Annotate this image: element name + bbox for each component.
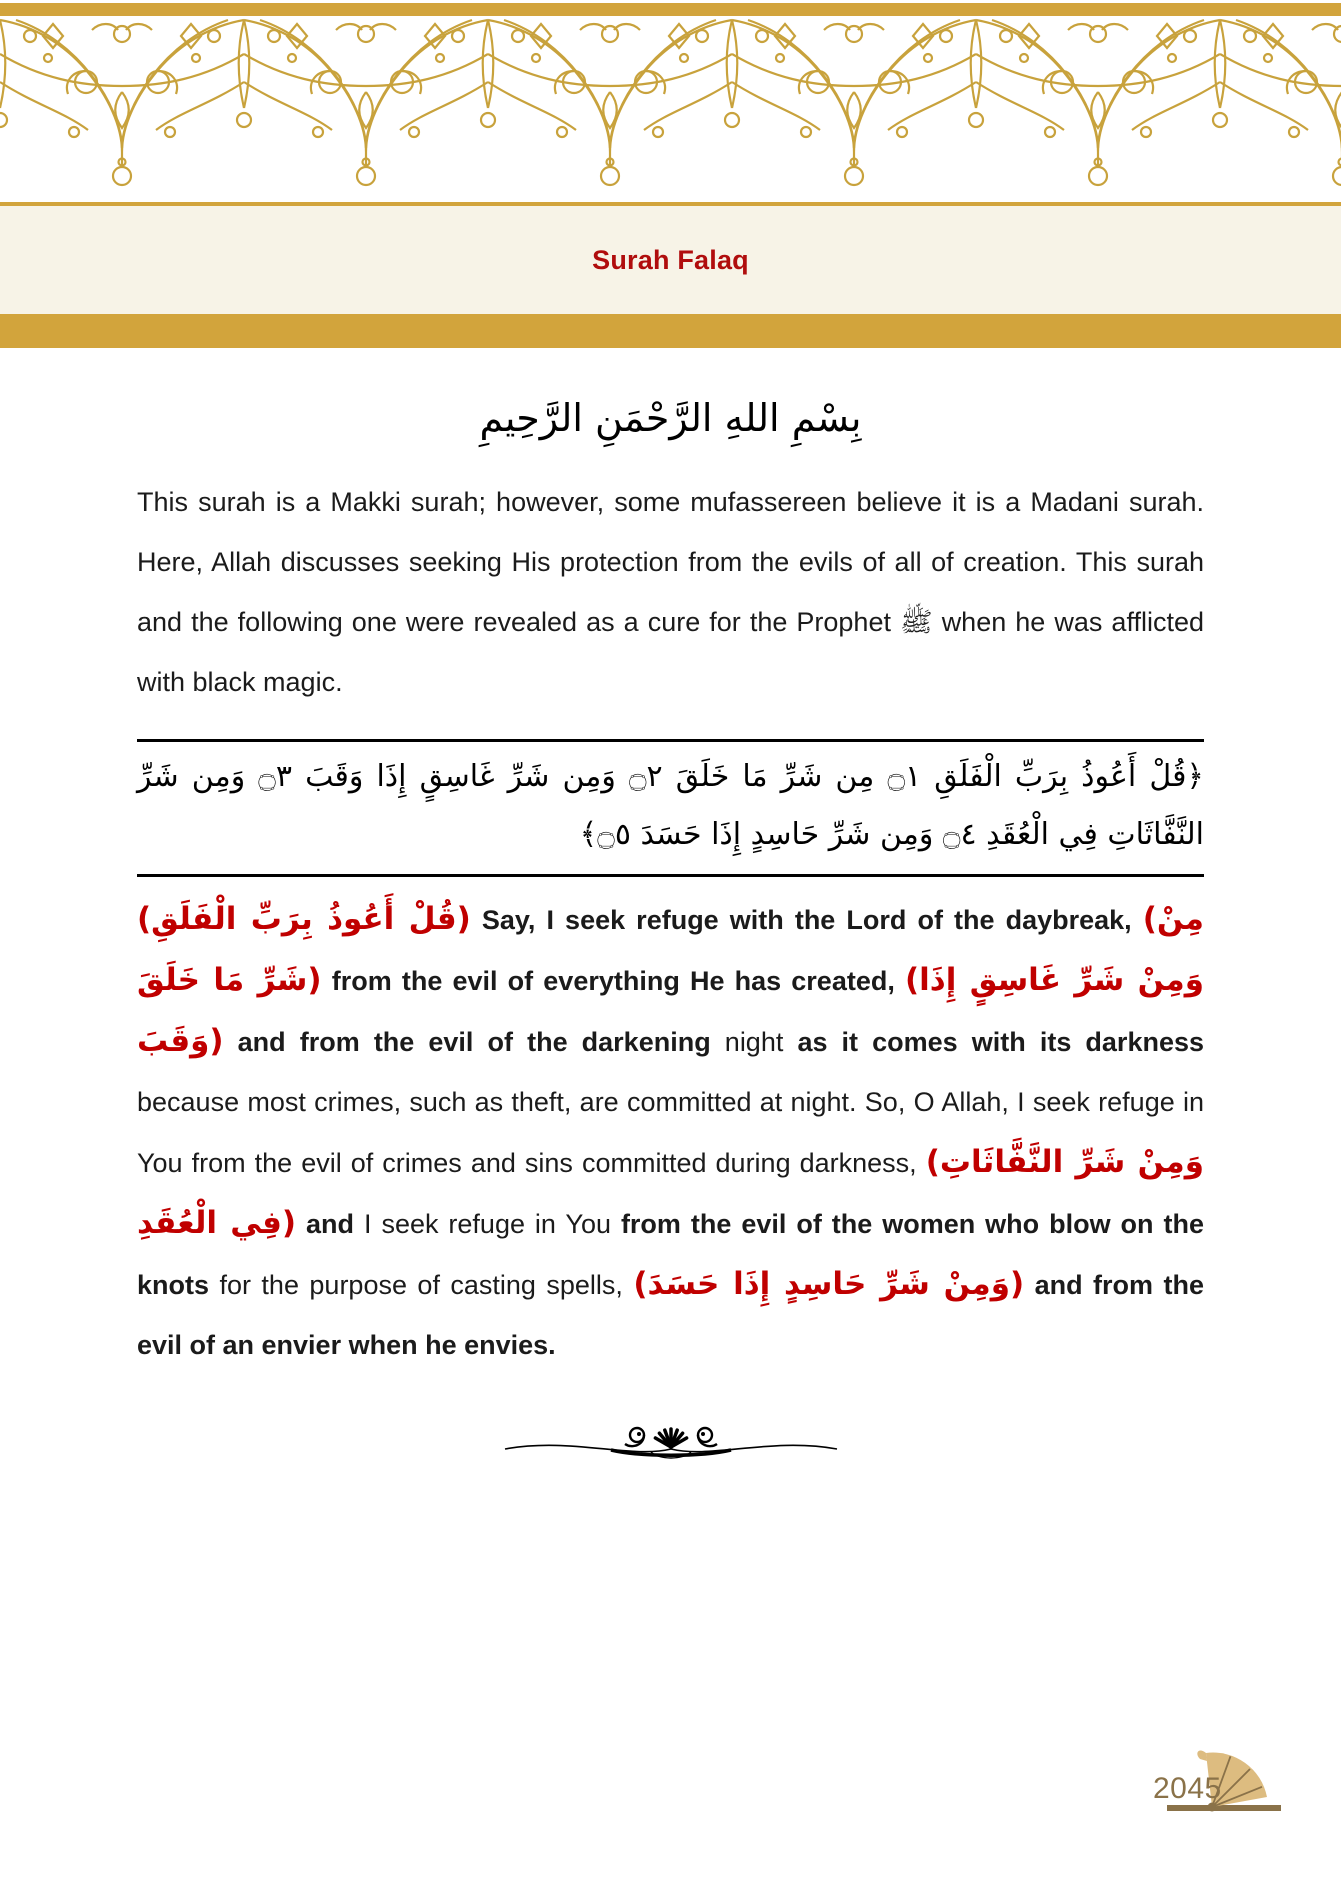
quran-verse-text: ﴿قُلْ أَعُوذُ بِرَبِّ الْفَلَقِ ۝١ مِن شَرِّ مَا خَلَقَ ۝٢ وَمِن شَرِّ غَاسِقٍ إِذَا وَقَبَ ۝٣ وَمِن شَرِّ النَّفَّاثَاتِ فِي الْعُقَدِ ۝٤ وَمِن شَرِّ حَاسِدٍ إِذَا حَسَدَ ۝٥﴾ xyxy=(137,759,1205,852)
commentary-english-text: from the evil of everything He has created, xyxy=(321,966,905,996)
arabic-phrase-red: (وَمِنْ شَرِّ غَاسِقٍ إِذَا وَقَبَ) xyxy=(137,962,1204,1059)
commentary-english-text: Say, I seek refuge with the Lord of the daybreak, xyxy=(470,905,1143,935)
commentary-english-text: from the evil of the women who blow on the knots xyxy=(137,1209,1205,1300)
commentary-paragraph xyxy=(137,889,1204,1375)
commentary-english-text: for the purpose of casting spells, xyxy=(219,1270,634,1300)
arabic-phrase-red: (مِنْ شَرِّ مَا خَلَقَ) xyxy=(137,901,1204,998)
top-gold-bar xyxy=(0,3,1341,16)
page-footer xyxy=(1153,1750,1281,1814)
commentary-english-text: I seek refuge in You xyxy=(363,1209,621,1239)
page-number: 2045 xyxy=(1153,1772,1222,1805)
page-title: Surah Falaq xyxy=(592,244,749,275)
basmala-calligraphy: بِسْمِ اللهِ الرَّحْمَنِ الرَّحِيمِ xyxy=(479,396,862,440)
commentary-english-text: and from the evil of the darkening xyxy=(223,1027,725,1057)
quran-verse-block xyxy=(137,739,1204,877)
commentary-english-text: as it comes with its darkness xyxy=(797,1027,1204,1057)
commentary-english-text: and xyxy=(296,1209,364,1239)
divider-wrap xyxy=(137,1419,1204,1470)
commentary-english-text: night xyxy=(724,1027,798,1057)
ornamental-lace-border-icon xyxy=(0,16,1341,202)
commentary-english-text: because most crimes, such as theft, are committed at night. So, O Allah, I seek refuge in You from the evil of crimes and sins committed during darkness, xyxy=(137,1087,1204,1178)
page-content xyxy=(137,472,1204,1470)
arabic-phrase-red: (وَمِنْ شَرِّ النَّفَّاثَاتِ فِي الْعُقَدِ) xyxy=(137,1144,1204,1241)
arabic-phrase-red: (وَمِنْ شَرِّ حَاسِدٍ إِذَا حَسَدَ) xyxy=(633,1266,1025,1302)
gold-band xyxy=(0,314,1341,348)
intro-paragraph: This surah is a Makki surah; however, some mufassereen believe it is a Madani surah. Here, Allah discusses seeking His protection from the evils of all of creation. This surah and the following one were revealed as a cure for the Prophet ﷺ when he was afflicted with black magic. xyxy=(137,487,1204,697)
arabic-phrase-red: (قُلْ أَعُوذُ بِرَبِّ الْفَلَقِ) xyxy=(137,901,471,937)
title-band xyxy=(0,206,1341,314)
flourish-divider-icon xyxy=(501,1419,841,1465)
commentary-english-text: and from the evil of an envier when he envies. xyxy=(137,1270,1204,1360)
